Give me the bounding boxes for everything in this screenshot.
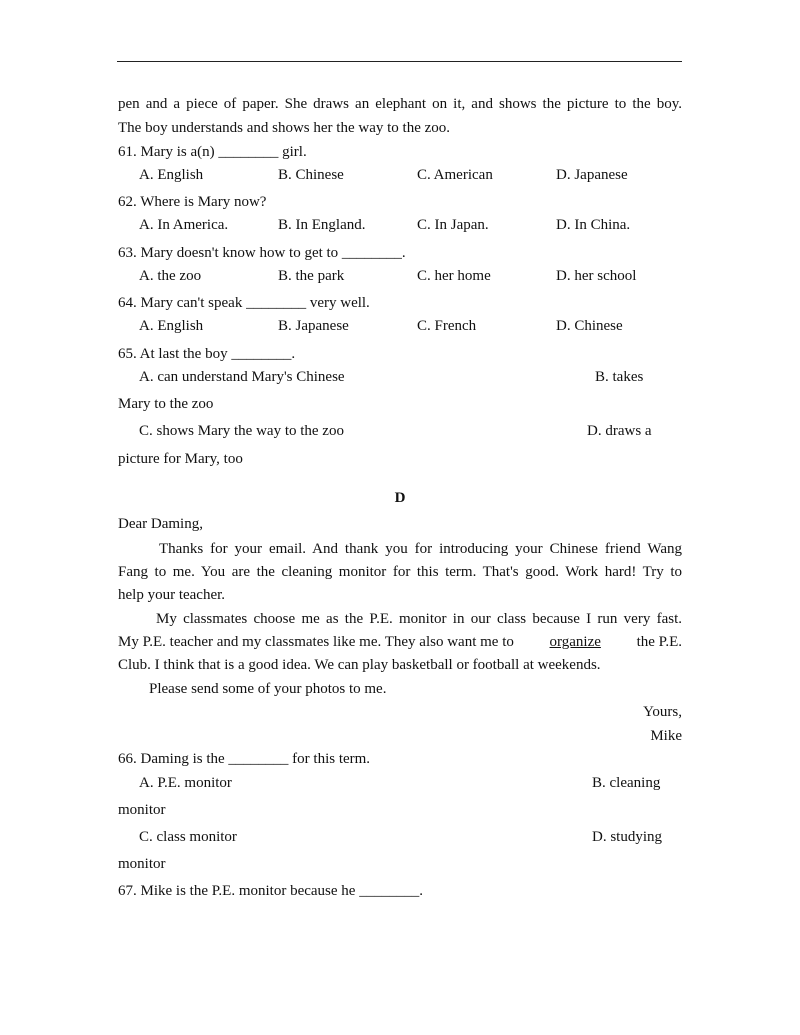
question-62-stem: 62. Where is Mary now? (118, 194, 267, 210)
letter-text: the P.E. (636, 634, 682, 650)
q62-option-b: B. In England. (278, 217, 366, 233)
q65-option-a: A. can understand Mary's Chinese (139, 369, 345, 385)
letter-salutation: Dear Daming, (118, 516, 203, 532)
q64-option-a: A. English (139, 318, 204, 334)
q66-option-a: A. P.E. monitor (139, 775, 232, 791)
q63-option-a: A. the zoo (139, 268, 202, 284)
header-rule (117, 61, 682, 62)
q62-option-c: C. In Japan. (417, 217, 489, 233)
letter-line: Thanks for your email. And thank you for introducing your Chinese friend Wang (159, 541, 682, 557)
underlined-word: organize (549, 634, 601, 650)
passage-line: The boy understands and shows her the way to the zoo. (118, 120, 451, 136)
letter-signature: Mike (650, 728, 682, 744)
letter-closing: Yours, (643, 704, 682, 720)
letter-line: Club. I think that is a good idea. We can play basketball or football at weekends. (118, 657, 601, 673)
q64-option-c: C. French (417, 318, 477, 334)
letter-text: My P.E. teacher and my classmates like me. They also want me to (118, 634, 514, 650)
q65-option-d-continued: picture for Mary, too (118, 451, 243, 467)
letter-line: My classmates choose me as the P.E. monitor in our class because I run very fast. (156, 611, 682, 627)
question-61-stem: 61. Mary is a(n) ________ girl. (118, 144, 307, 160)
question-64-stem: 64. Mary can't speak ________ very well. (118, 295, 370, 311)
question-66-stem: 66. Daming is the ________ for this term. (118, 751, 371, 767)
q65-option-b: B. takes (595, 369, 644, 385)
question-63-stem: 63. Mary doesn't know how to get to ________. (118, 245, 406, 261)
q63-option-c: C. her home (417, 268, 491, 284)
q66-option-b-continued: monitor (118, 802, 166, 818)
letter-line: help your teacher. (118, 587, 226, 603)
q63-option-d: D. her school (556, 268, 637, 284)
letter-line: Fang to me. You are the cleaning monitor for this term. That's good. Work hard! Try to (118, 564, 682, 580)
section-heading: D (394, 490, 406, 506)
q61-option-a: A. English (139, 167, 204, 183)
q64-option-b: B. Japanese (278, 318, 349, 334)
q63-option-b: B. the park (278, 268, 345, 284)
letter-line: Please send some of your photos to me. (149, 681, 387, 697)
question-65-stem: 65. At last the boy ________. (118, 346, 296, 362)
q64-option-d: D. Chinese (556, 318, 623, 334)
question-67-stem: 67. Mike is the P.E. monitor because he ________. (118, 883, 423, 899)
q62-option-d: D. In China. (556, 217, 631, 233)
q66-option-c: C. class monitor (139, 829, 237, 845)
q61-option-d: D. Japanese (556, 167, 628, 183)
q61-option-c: C. American (417, 167, 493, 183)
q65-option-d: D. draws a (587, 423, 652, 439)
q66-option-b: B. cleaning (592, 775, 661, 791)
q66-option-d-continued: monitor (118, 856, 166, 872)
passage-line: pen and a piece of paper. She draws an elephant on it, and shows the picture to the boy. (118, 96, 682, 112)
q62-option-a: A. In America. (139, 217, 229, 233)
letter-line-with-underline (118, 633, 682, 651)
q61-option-b: B. Chinese (278, 167, 344, 183)
q65-option-b-continued: Mary to the zoo (118, 396, 214, 412)
q66-option-d: D. studying (592, 829, 663, 845)
q65-option-c: C. shows Mary the way to the zoo (139, 423, 344, 439)
